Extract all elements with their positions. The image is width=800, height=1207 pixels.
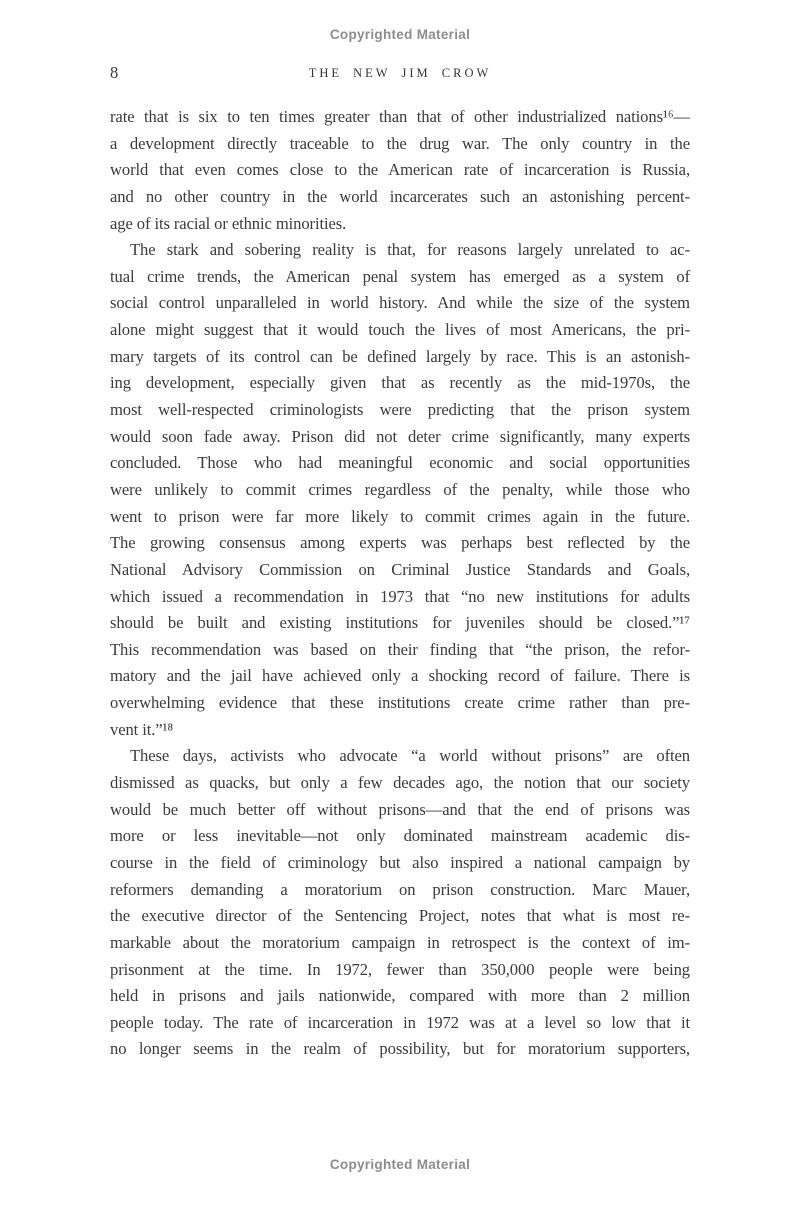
text-line: vent it.”¹⁸ — [110, 719, 174, 739]
page-number: 8 — [110, 63, 119, 82]
text-line: alone might suggest that it would touch the lives of most Americans, the pri- — [110, 320, 690, 340]
copyright-notice-top: Copyrighted Material — [329, 27, 471, 42]
text-line: world that even comes close to the American rate of incarceration is Russia, — [110, 160, 690, 180]
text-line: people today. The rate of incarceration in 1972 was at a level so low that it — [110, 1012, 690, 1032]
text-line: would soon fade away. Prison did not deter crime significantly, many experts — [110, 426, 690, 446]
text-line: matory and the jail have achieved only a shocking record of failure. There is — [110, 666, 690, 686]
text-line: tual crime trends, the American penal system has emerged as a system of — [110, 266, 690, 286]
text-line: dismissed as quacks, but only a few decades ago, the notion that our society — [110, 773, 690, 793]
text-line: and no other country in the world incarcerates such an astonishing percent- — [110, 186, 690, 206]
text-line: reformers demanding a moratorium on prison construction. Marc Mauer, — [110, 879, 690, 899]
text-line: course in the field of criminology but also inspired a national campaign by — [110, 852, 690, 872]
text-line: rate that is six to ten times greater than that of other industrialized nations¹⁶— — [110, 107, 690, 126]
text-line: went to prison were far more likely to commit crimes again in the future. — [110, 506, 690, 526]
text-line: a development directly traceable to the drug war. The only country in the — [110, 133, 690, 153]
text-line: should be built and existing institutions for juveniles should be closed.”¹⁷ — [110, 613, 690, 633]
text-line: mary targets of its control can be defined largely by race. This is an astonish- — [110, 346, 690, 366]
text-line: social control unparalleled in world history. And while the size of the system — [110, 293, 690, 313]
paragraph — [110, 743, 690, 1063]
page-header — [110, 63, 690, 83]
text-line: This recommendation was based on their finding that “the prison, the refor- — [110, 639, 690, 659]
page-body — [110, 104, 690, 1063]
text-line: markable about the moratorium campaign in retrospect is the context of im- — [110, 932, 690, 952]
text-line: The growing consensus among experts was perhaps best reflected by the — [110, 533, 690, 553]
paragraph — [110, 237, 690, 743]
text-line: age of its racial or ethnic minorities. — [110, 213, 347, 233]
running-title: THE NEW JIM CROW — [308, 66, 492, 80]
text-line: The stark and sobering reality is that, for reasons largely unrelated to ac- — [130, 240, 690, 260]
text-line: ing development, especially given that as recently as the mid-1970s, the — [110, 373, 690, 393]
text-line: overwhelming evidence that these institutions create crime rather than pre- — [110, 693, 690, 713]
paragraph — [110, 104, 690, 237]
text-line: were unlikely to commit crimes regardless of the penalty, while those who — [110, 479, 690, 499]
text-line: would be much better off without prisons—and that the end of prisons was — [110, 799, 690, 819]
text-line: no longer seems in the realm of possibility, but for moratorium supporters, — [110, 1039, 690, 1059]
text-line: the executive director of the Sentencing Project, notes that what is most re- — [110, 906, 690, 926]
text-line: National Advisory Commission on Criminal Justice Standards and Goals, — [110, 559, 690, 579]
text-line: These days, activists who advocate “a world without prisons” are often — [130, 746, 690, 766]
text-line: held in prisons and jails nationwide, compared with more than 2 million — [110, 986, 690, 1006]
text-line: concluded. Those who had meaningful economic and social opportunities — [110, 453, 690, 473]
text-line: prisonment at the time. In 1972, fewer than 350,000 people were being — [110, 959, 690, 979]
copyright-notice-bottom: Copyrighted Material — [329, 1157, 471, 1172]
text-line: more or less inevitable—not only dominated mainstream academic dis- — [110, 826, 690, 846]
text-line: most well-respected criminologists were predicting that the prison system — [110, 400, 690, 420]
text-line: which issued a recommendation in 1973 that “no new institutions for adults — [110, 586, 690, 606]
